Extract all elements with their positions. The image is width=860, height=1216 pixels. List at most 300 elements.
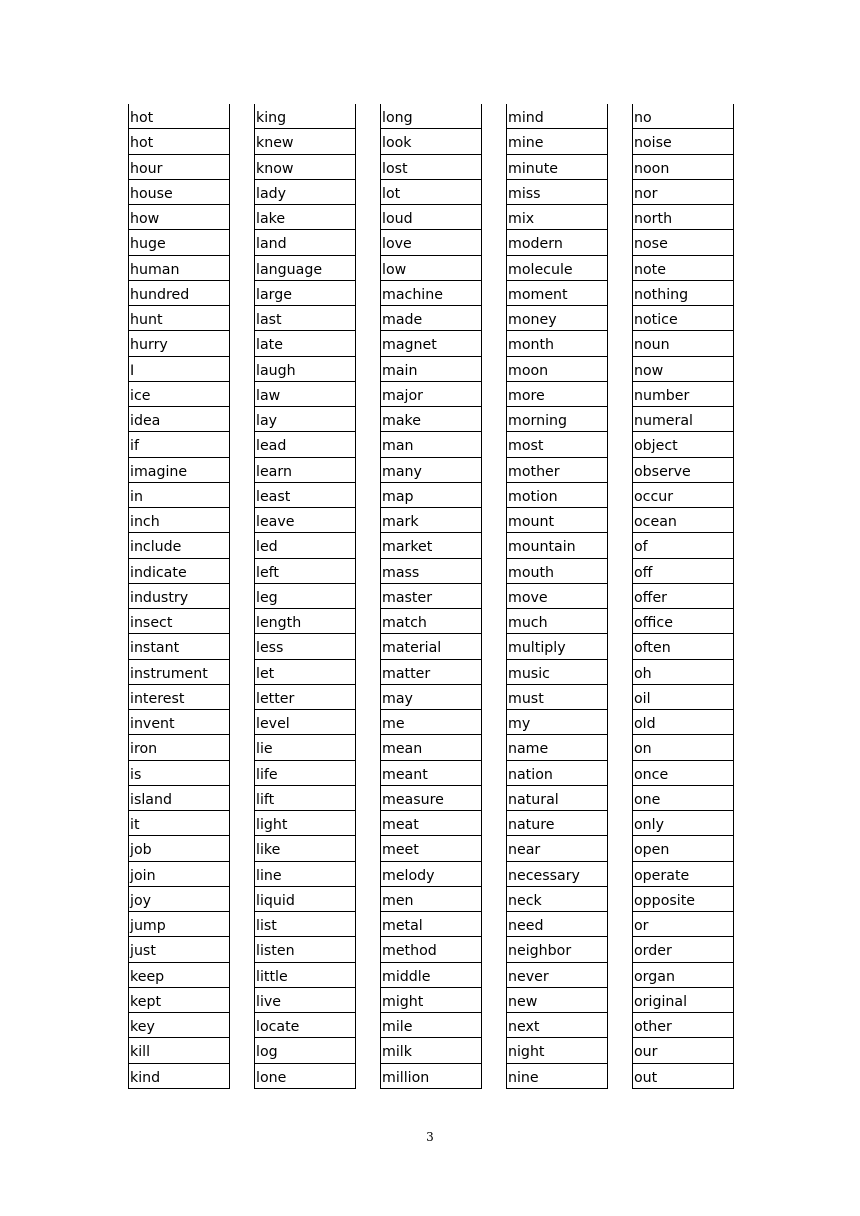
word-cell <box>633 761 733 786</box>
word-text: million <box>382 1069 430 1086</box>
word-cell <box>255 761 355 786</box>
word-cell <box>507 836 607 861</box>
word-text: material <box>382 640 442 657</box>
word-cell <box>633 533 733 558</box>
word-cell <box>255 685 355 710</box>
word-text: our <box>634 1044 658 1061</box>
word-text: order <box>634 943 672 960</box>
word-cell <box>633 129 733 154</box>
word-cell <box>633 912 733 937</box>
word-cell <box>507 887 607 912</box>
word-cell <box>129 685 229 710</box>
word-text: law <box>256 387 281 404</box>
word-cell <box>381 331 481 356</box>
word-cell <box>255 786 355 811</box>
word-cell <box>255 483 355 508</box>
word-text: lot <box>382 185 401 202</box>
word-text: level <box>256 716 290 732</box>
word-text: oil <box>634 690 651 707</box>
word-text: noun <box>634 337 670 354</box>
word-text: old <box>634 716 656 732</box>
word-text: last <box>256 312 282 328</box>
word-text: list <box>256 918 277 934</box>
word-text: mother <box>508 463 560 480</box>
word-cell <box>381 1013 481 1038</box>
word-text: multiply <box>508 640 566 657</box>
word-cell <box>507 862 607 887</box>
word-cell <box>633 508 733 533</box>
word-cell <box>381 1064 481 1089</box>
word-cell <box>507 988 607 1013</box>
word-text: must <box>508 690 544 707</box>
word-text: of <box>634 539 648 556</box>
word-cell <box>381 710 481 735</box>
word-text: insect <box>130 615 173 631</box>
word-cell <box>381 533 481 558</box>
word-cell <box>633 811 733 836</box>
word-text: indicate <box>130 564 187 581</box>
word-text: mix <box>508 211 535 227</box>
word-text: low <box>382 261 407 278</box>
word-text: hot <box>130 110 154 126</box>
word-cell <box>381 862 481 887</box>
word-text: inch <box>130 514 160 530</box>
word-cell <box>633 205 733 230</box>
word-cell <box>129 508 229 533</box>
word-text: method <box>382 943 437 960</box>
word-text: live <box>256 993 282 1010</box>
word-cell <box>381 660 481 685</box>
word-text: more <box>508 387 545 404</box>
word-text: need <box>508 918 544 934</box>
word-cell <box>633 432 733 457</box>
word-cell <box>129 1038 229 1063</box>
word-text: is <box>130 766 142 783</box>
word-cell <box>507 634 607 659</box>
word-cell <box>129 1064 229 1089</box>
word-cell <box>507 660 607 685</box>
word-cell <box>381 281 481 306</box>
word-cell <box>255 180 355 205</box>
word-cell <box>381 382 481 407</box>
word-cell <box>633 1038 733 1063</box>
word-text: meat <box>382 817 419 833</box>
word-text: loud <box>382 211 413 227</box>
word-cell <box>381 483 481 508</box>
word-text: let <box>256 665 275 682</box>
word-text: mass <box>382 564 420 581</box>
word-cell <box>633 306 733 331</box>
word-cell <box>507 761 607 786</box>
word-text: just <box>130 943 156 960</box>
word-cell <box>255 660 355 685</box>
word-text: nation <box>508 766 553 783</box>
word-cell <box>129 811 229 836</box>
word-cell <box>633 256 733 281</box>
word-text: ocean <box>634 514 677 530</box>
word-text: neighbor <box>508 943 572 960</box>
word-text: hour <box>130 160 163 177</box>
word-cell <box>129 559 229 584</box>
word-text: now <box>634 362 664 379</box>
word-cell <box>129 357 229 382</box>
word-cell <box>255 963 355 988</box>
word-text: lost <box>382 160 408 177</box>
word-text: match <box>382 615 427 631</box>
word-cell <box>633 786 733 811</box>
word-text: make <box>382 413 421 429</box>
word-text: it <box>130 817 140 833</box>
word-text: moon <box>508 362 549 379</box>
word-cell <box>255 331 355 356</box>
word-text: lake <box>256 211 286 227</box>
word-text: one <box>634 791 661 808</box>
word-cell <box>255 735 355 760</box>
word-cell <box>381 357 481 382</box>
word-cell <box>633 331 733 356</box>
word-text: look <box>382 135 412 152</box>
word-text: little <box>256 968 288 985</box>
word-text: or <box>634 918 649 934</box>
word-text: milk <box>382 1044 412 1061</box>
word-text: light <box>256 817 288 833</box>
word-cell <box>255 256 355 281</box>
word-cell <box>633 963 733 988</box>
word-text: main <box>382 362 418 379</box>
word-text: nor <box>634 185 658 202</box>
word-text: mine <box>508 135 544 152</box>
word-text: love <box>382 236 412 253</box>
word-cell <box>633 382 733 407</box>
word-cell <box>255 912 355 937</box>
word-text: neck <box>508 892 542 909</box>
word-cell <box>381 786 481 811</box>
word-text: language <box>256 261 323 278</box>
word-text: join <box>130 867 156 884</box>
word-cell <box>255 155 355 180</box>
word-text: middle <box>382 968 431 985</box>
word-text: lay <box>256 413 278 429</box>
word-text: nose <box>634 236 668 253</box>
word-text: might <box>382 993 424 1010</box>
word-text: master <box>382 589 433 606</box>
word-text: led <box>256 539 278 556</box>
word-cell <box>255 811 355 836</box>
word-cell <box>633 104 733 129</box>
word-cell <box>633 710 733 735</box>
word-cell <box>633 735 733 760</box>
word-text: map <box>382 488 414 505</box>
word-cell <box>633 180 733 205</box>
word-text: job <box>130 842 152 859</box>
word-text: how <box>130 211 160 227</box>
word-text: original <box>634 993 688 1010</box>
word-text: lie <box>256 741 273 758</box>
word-cell <box>129 634 229 659</box>
word-text: locate <box>256 1019 300 1035</box>
word-cell <box>381 256 481 281</box>
word-column-3 <box>380 104 482 1089</box>
word-cell <box>129 382 229 407</box>
word-cell <box>507 407 607 432</box>
word-text: knew <box>256 135 294 152</box>
word-text: meant <box>382 766 428 783</box>
word-text: lead <box>256 438 287 455</box>
word-cell <box>129 862 229 887</box>
word-text: human <box>130 261 180 278</box>
word-cell <box>255 937 355 962</box>
word-text: noon <box>634 160 670 177</box>
word-cell <box>507 230 607 255</box>
word-text: hurry <box>130 337 168 354</box>
word-cell <box>507 584 607 609</box>
word-text: mouth <box>508 564 555 581</box>
word-cell <box>507 458 607 483</box>
word-text: land <box>256 236 287 253</box>
word-text: move <box>508 589 548 606</box>
word-text: motion <box>508 488 558 505</box>
word-cell <box>255 836 355 861</box>
word-cell <box>255 129 355 154</box>
word-cell <box>507 685 607 710</box>
word-cell <box>129 281 229 306</box>
word-text: often <box>634 640 671 657</box>
word-text: lone <box>256 1069 287 1086</box>
word-text: man <box>382 438 414 455</box>
word-cell <box>129 331 229 356</box>
word-text: new <box>508 993 538 1010</box>
word-cell <box>507 912 607 937</box>
word-text: invent <box>130 716 175 732</box>
word-cell <box>633 483 733 508</box>
word-column-5 <box>632 104 734 1089</box>
word-cell <box>255 432 355 457</box>
word-text: kept <box>130 993 162 1010</box>
word-text: operate <box>634 867 690 884</box>
word-text: magnet <box>382 337 437 354</box>
word-cell <box>129 609 229 634</box>
word-text: listen <box>256 943 295 960</box>
word-text: next <box>508 1019 540 1035</box>
word-text: iron <box>130 741 158 758</box>
word-text: name <box>508 741 549 758</box>
word-cell <box>507 281 607 306</box>
word-text: kill <box>130 1044 151 1061</box>
word-cell <box>129 887 229 912</box>
word-text: nothing <box>634 286 689 303</box>
word-cell <box>381 508 481 533</box>
word-cell <box>129 786 229 811</box>
word-cell <box>255 1064 355 1089</box>
word-cell <box>507 180 607 205</box>
word-text: left <box>256 564 279 581</box>
word-cell <box>255 584 355 609</box>
word-cell <box>129 660 229 685</box>
word-text: office <box>634 615 673 631</box>
word-text: hunt <box>130 312 163 328</box>
word-text: interest <box>130 690 185 707</box>
page-number: 3 <box>426 1130 434 1144</box>
word-text: north <box>634 211 673 227</box>
word-text: matter <box>382 665 431 682</box>
word-cell <box>507 357 607 382</box>
word-text: may <box>382 690 413 707</box>
word-text: money <box>508 312 557 328</box>
word-cell <box>381 432 481 457</box>
word-text: instrument <box>130 665 208 682</box>
word-cell <box>507 533 607 558</box>
word-cell <box>633 357 733 382</box>
word-cell <box>633 407 733 432</box>
word-cell <box>507 104 607 129</box>
word-cell <box>633 1013 733 1038</box>
word-cell <box>255 1038 355 1063</box>
word-cell <box>507 1038 607 1063</box>
word-text: in <box>130 488 143 505</box>
word-cell <box>507 786 607 811</box>
word-cell <box>255 230 355 255</box>
word-text: mile <box>382 1019 413 1035</box>
word-text: object <box>634 438 678 455</box>
word-cell <box>255 104 355 129</box>
word-cell <box>633 559 733 584</box>
word-cell <box>255 887 355 912</box>
word-text: major <box>382 387 423 404</box>
word-text: on <box>634 741 652 758</box>
word-cell <box>633 1064 733 1089</box>
word-text: note <box>634 261 666 278</box>
word-cell <box>255 382 355 407</box>
word-text: keep <box>130 968 165 985</box>
word-text: near <box>508 842 541 859</box>
word-text: noise <box>634 135 672 152</box>
word-cell <box>129 937 229 962</box>
word-cell <box>255 205 355 230</box>
word-cell <box>129 104 229 129</box>
word-text: organ <box>634 968 675 985</box>
word-text: large <box>256 286 292 303</box>
word-text: me <box>382 716 405 732</box>
word-column-1 <box>128 104 230 1089</box>
word-text: men <box>382 892 414 909</box>
word-text: much <box>508 615 548 631</box>
word-cell <box>129 458 229 483</box>
word-text: island <box>130 791 172 808</box>
word-text: miss <box>508 185 541 202</box>
word-cell <box>633 155 733 180</box>
word-text: idea <box>130 413 161 429</box>
word-text: hot <box>130 135 154 152</box>
word-text: mind <box>508 110 544 126</box>
word-text: nature <box>508 817 555 833</box>
word-cell <box>633 937 733 962</box>
word-cell <box>381 685 481 710</box>
word-column-4 <box>506 104 608 1089</box>
word-cell <box>633 281 733 306</box>
word-cell <box>381 559 481 584</box>
word-cell <box>633 609 733 634</box>
word-text: month <box>508 337 555 354</box>
word-text: off <box>634 564 653 581</box>
word-cell <box>255 281 355 306</box>
word-cell <box>129 205 229 230</box>
word-text: leg <box>256 589 278 606</box>
word-text: length <box>256 615 302 631</box>
word-cell <box>129 761 229 786</box>
word-cell <box>507 382 607 407</box>
word-cell <box>507 710 607 735</box>
word-text: log <box>256 1044 278 1061</box>
word-cell <box>507 735 607 760</box>
word-text: late <box>256 337 283 354</box>
word-cell <box>381 634 481 659</box>
word-cell <box>381 205 481 230</box>
word-cell <box>633 887 733 912</box>
word-cell <box>255 508 355 533</box>
word-text: less <box>256 640 284 657</box>
word-cell <box>381 811 481 836</box>
word-text: notice <box>634 312 678 328</box>
word-cell <box>381 609 481 634</box>
word-text: morning <box>508 413 568 429</box>
word-text: jump <box>130 918 166 934</box>
word-text: out <box>634 1069 658 1086</box>
word-cell <box>381 155 481 180</box>
word-cell <box>507 609 607 634</box>
word-text: if <box>130 438 139 455</box>
word-cell <box>507 331 607 356</box>
word-cell <box>255 458 355 483</box>
word-text: offer <box>634 589 668 606</box>
word-cell <box>129 407 229 432</box>
word-text: line <box>256 867 282 884</box>
word-cell <box>507 205 607 230</box>
word-cell <box>633 230 733 255</box>
word-text: key <box>130 1019 155 1035</box>
word-text: laugh <box>256 362 296 379</box>
word-cell <box>381 104 481 129</box>
word-text: modern <box>508 236 563 253</box>
word-cell <box>381 1038 481 1063</box>
word-cell <box>381 912 481 937</box>
word-cell <box>507 937 607 962</box>
word-cell <box>381 180 481 205</box>
word-cell <box>381 761 481 786</box>
word-column-2 <box>254 104 356 1089</box>
word-text: house <box>130 185 173 202</box>
word-text: once <box>634 766 669 783</box>
word-cell <box>255 357 355 382</box>
word-text: liquid <box>256 892 295 909</box>
word-text: oh <box>634 665 652 682</box>
word-cell <box>633 862 733 887</box>
word-cell <box>129 963 229 988</box>
word-cell <box>129 180 229 205</box>
word-cell <box>129 584 229 609</box>
word-cell <box>507 129 607 154</box>
word-text: like <box>256 842 281 859</box>
word-cell <box>507 483 607 508</box>
word-text: I <box>130 362 135 379</box>
word-text: only <box>634 817 665 833</box>
word-text: number <box>634 387 690 404</box>
word-cell <box>255 988 355 1013</box>
word-cell <box>255 559 355 584</box>
word-cell <box>255 609 355 634</box>
word-cell <box>507 155 607 180</box>
word-cell <box>507 306 607 331</box>
word-text: mount <box>508 514 555 530</box>
